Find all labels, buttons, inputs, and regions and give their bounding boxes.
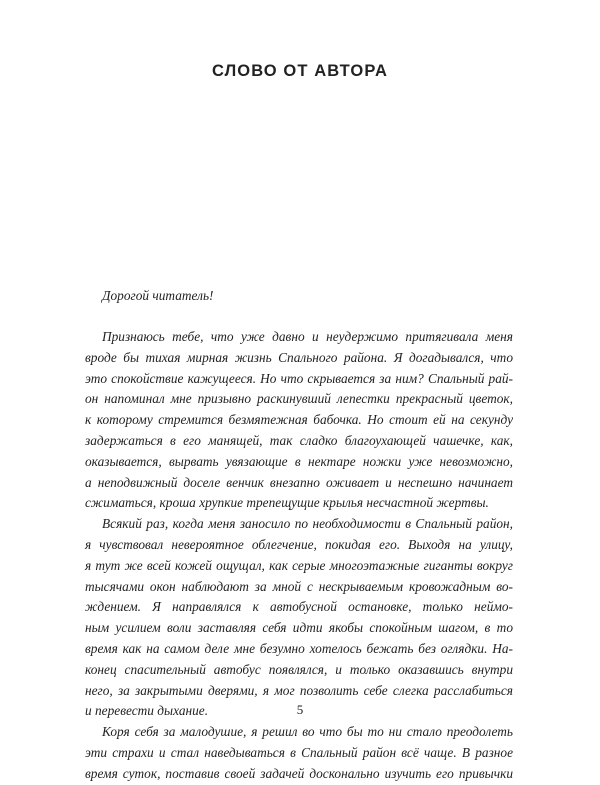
text-line: вроде бы тихая мирная жизнь Спального района. Я догадывался, что (85, 349, 513, 365)
paragraph (85, 722, 513, 784)
text-line: он напоминал мне призывно раскинувший лепестки прекрасный цветок, (85, 391, 513, 407)
text-line: Коря себя за малодушие, я решил во что бы то ни стало преодолеть (102, 724, 513, 740)
text-line: и перевести дыхание. (85, 703, 209, 719)
text-line: задержаться в его манящей, так сладко благоухающей чашечке, как, (85, 432, 513, 448)
text-line: конец спасительный автобус появлялся, и только оказавшись внутри (85, 661, 513, 677)
text-line: время суток, поставив своей задачей досконально изучить его привычки (85, 765, 513, 781)
text-line: него, за закрытыми дверями, я мог позволить себе слегка расслабиться (85, 682, 513, 698)
text-line: это спокойствие кажущееся. Но что скрывается за ним? Спальный рай- (85, 370, 513, 386)
text-line: ждением. Я направлялся к автобусной остановке, только неймо- (85, 599, 513, 615)
text-line: ным усилием воли заставляя себя идти якобы спокойным шагом, в то (85, 620, 513, 636)
text-line: тысячами окон наблюдают за мной с нескрываемым кровожадным во- (85, 578, 513, 594)
text-line: я чувствовал невероятное облегчение, покидая его. Выходя на улицу, (85, 536, 513, 552)
text-line: Признаюсь тебе, что уже давно и неудержимо притягивала меня (102, 329, 513, 344)
greeting-line: Дорогой читатель! (102, 288, 214, 303)
text-line: а неподвижный доселе венчик внезапно оживает и неспешно начинает (85, 474, 513, 490)
page-title: СЛОВО ОТ АВТОРА (211, 62, 388, 80)
text-line: эти страхи и стал наведываться в Спальный район всё чаще. В разное (85, 744, 513, 760)
page-number: 5 (296, 702, 304, 717)
paragraph (85, 327, 513, 514)
text-line: сжиматься, кроша хрупкие трепещущие крылья несчастной жертвы. (85, 495, 489, 511)
text-line: я тут же всей кожей ощущал, как серые многоэтажные гиганты вокруг (85, 557, 513, 573)
greeting (85, 286, 513, 307)
text-line: оказывается, вырвать увязающие в нектаре ножки уже невозможно, (85, 453, 513, 469)
text-line: время как на самом деле мне безумно хотелось бежать без оглядки. На- (85, 640, 513, 656)
text-line: к которому стремится безмятежная бабочка. Но стоит ей на секунду (85, 412, 513, 428)
paragraph (85, 514, 513, 722)
text-line: Всякий раз, когда меня заносило по необходимости в Спальный район, (102, 516, 513, 532)
